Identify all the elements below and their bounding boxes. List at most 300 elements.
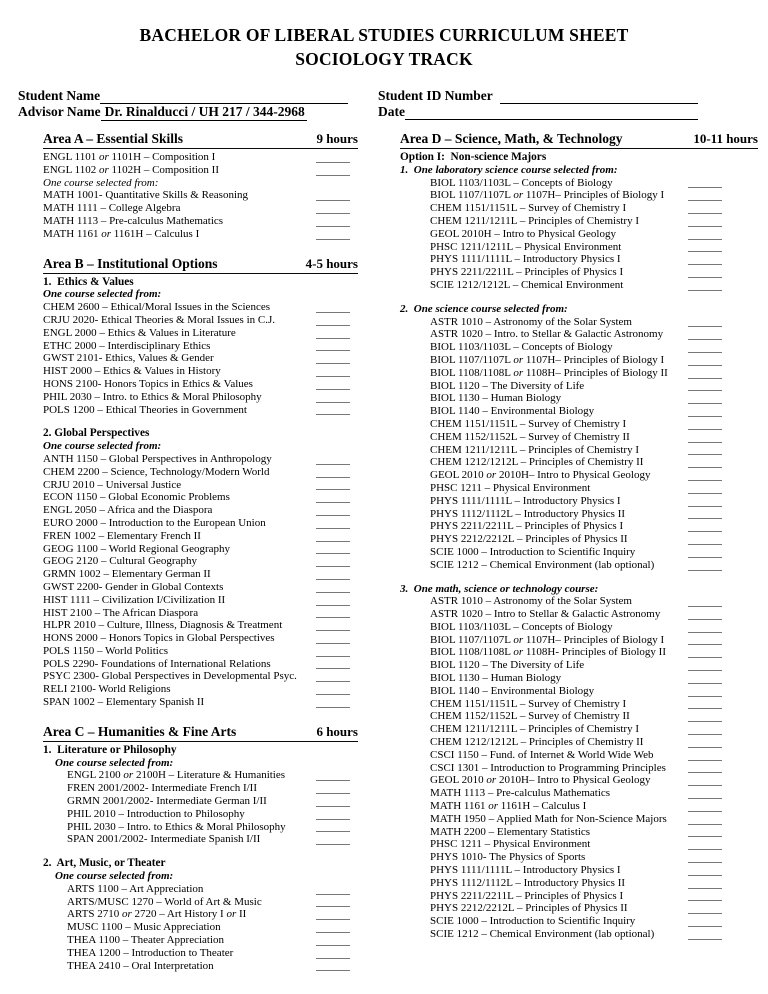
course-row [400, 405, 758, 418]
course-row [43, 301, 358, 314]
course-row [400, 316, 758, 329]
fill-in-blank [316, 556, 350, 567]
fill-in-blank [688, 890, 722, 901]
course-row [43, 696, 358, 709]
student-id-blank [500, 90, 698, 104]
fill-in-blank [316, 658, 350, 669]
course-text: HIST 2100 – The African Diaspora [43, 606, 199, 619]
course-text: MATH 1161 or 1161H – Calculus I [430, 800, 587, 813]
course-row [43, 151, 358, 164]
course-row [400, 202, 758, 215]
course-row [43, 632, 358, 645]
course-row [400, 546, 758, 559]
fill-in-blank [688, 750, 722, 761]
area-hours: 6 hours [316, 723, 358, 739]
fill-in-blank [688, 622, 722, 633]
course-row [400, 241, 758, 254]
fill-in-blank [688, 457, 722, 468]
course-text: CRJU 2020- Ethical Theories & Moral Issues in C.J. [43, 313, 275, 326]
course-text: HLPR 2010 – Culture, Illness, Diagnosis & Treatment [43, 619, 283, 632]
course-row [400, 838, 758, 851]
course-text: MATH 1950 – Applied Math for Non-Science Majors [430, 812, 667, 825]
course-row [43, 960, 358, 973]
advisor-name-row [18, 104, 348, 120]
course-row [400, 392, 758, 405]
fill-in-blank [688, 647, 722, 658]
course-row [400, 646, 758, 659]
fill-in-blank [316, 620, 350, 631]
fill-in-blank [688, 711, 722, 722]
course-text: POLS 2290- Foundations of International Relations [43, 657, 271, 670]
course-text: ENGL 1102 or 1102H – Composition II [43, 163, 220, 176]
course-text: GEOL 2010 or 2010H– Intro to Physical Geology [430, 774, 651, 787]
course-text: CHEM 1152/1152L – Survey of Chemistry II [430, 710, 630, 723]
course-row [400, 189, 758, 202]
student-name-blank [100, 90, 348, 104]
row-text: One course selected from: [43, 440, 162, 453]
course-row [400, 787, 758, 800]
fill-in-blank [688, 634, 722, 645]
fill-in-blank [316, 960, 350, 971]
fill-in-blank [688, 470, 722, 481]
area-d [400, 130, 758, 941]
course-text: BIOL 1107/1107L or 1107H– Principles of Biology I [430, 189, 665, 202]
course-text: POLS 1200 – Ethical Theories in Government [43, 403, 247, 416]
course-row [43, 479, 358, 492]
course-row [43, 782, 358, 795]
fill-in-blank [688, 547, 722, 558]
course-text: CHEM 1212/1212L – Principles of Chemistry II [430, 456, 644, 469]
course-row [43, 607, 358, 620]
course-row [43, 658, 358, 671]
fill-in-blank [688, 444, 722, 455]
course-row [400, 723, 758, 736]
course-row [400, 928, 758, 941]
fill-in-blank [316, 152, 350, 163]
fill-in-blank [688, 560, 722, 571]
section-subhead [43, 427, 358, 440]
course-text: SCIE 1000 – Introduction to Scientific Inquiry [430, 915, 636, 928]
advisor-value: Dr. Rinalducci / UH 217 / 344-2968 [101, 104, 307, 121]
course-text: ENGL 2050 – Africa and the Diaspora [43, 504, 213, 517]
fill-in-blank [316, 884, 350, 895]
course-row [400, 469, 758, 482]
course-text: PHYS 2211/2211L – Principles of Physics I [430, 520, 624, 533]
course-row [400, 328, 758, 341]
row-text: One course selected from: [55, 756, 174, 769]
course-row [43, 530, 358, 543]
selection-note [43, 288, 358, 301]
area-hours: 9 hours [316, 131, 358, 146]
fill-in-blank [688, 724, 722, 735]
course-row [400, 533, 758, 546]
fill-in-blank [688, 596, 722, 607]
course-row [400, 813, 758, 826]
course-text: CSCI 1301 – Introduction to Programming Principles [430, 761, 666, 774]
area-heading [43, 130, 358, 149]
areas-columns [0, 130, 768, 986]
advisor-name-label: Advisor Name [18, 104, 101, 119]
course-row [400, 685, 758, 698]
fill-in-blank [316, 935, 350, 946]
course-text: ECON 1150 – Global Economic Problems [43, 491, 230, 504]
course-row [43, 517, 358, 530]
fill-in-blank [688, 660, 722, 671]
course-text: ETHC 2000 – Interdisciplinary Ethics [43, 339, 211, 352]
selection-note [400, 583, 758, 596]
course-row [43, 921, 358, 934]
course-text: EURO 2000 – Introduction to the European Union [43, 516, 266, 529]
fill-in-blank [688, 229, 722, 240]
course-text: BIOL 1107/1107L or 1107H– Principles of Biology I [430, 353, 665, 366]
fill-in-blank [316, 821, 350, 832]
student-name-row [18, 88, 348, 104]
course-row [43, 164, 358, 177]
course-row [400, 672, 758, 685]
fill-in-blank [316, 896, 350, 907]
selection-note [43, 870, 358, 883]
area-c [43, 723, 358, 973]
fill-in-blank [688, 916, 722, 927]
left-column [43, 130, 358, 986]
course-row [43, 202, 358, 215]
course-row [43, 228, 358, 241]
row-text: 1. One laboratory science course selected from: [400, 163, 618, 176]
fill-in-blank [688, 432, 722, 443]
title-line2: SOCIOLOGY TRACK [295, 49, 473, 69]
row-text: One course selected from: [43, 176, 159, 189]
fill-in-blank [316, 770, 350, 781]
course-row [43, 896, 358, 909]
course-text: PHYS 1112/1112L – Introductory Physics II [430, 876, 626, 889]
course-row [400, 851, 758, 864]
course-row [400, 902, 758, 915]
course-row [400, 495, 758, 508]
fill-in-blank [316, 379, 350, 390]
fill-in-blank [688, 865, 722, 876]
area-heading-title: Area A – Essential Skills [43, 131, 184, 146]
area-hours: 4-5 hours [305, 255, 358, 271]
fill-in-blank [688, 852, 722, 863]
course-row [43, 581, 358, 594]
course-text: PSYC 2300- Global Perspectives in Developmental Psyc. [43, 670, 297, 683]
course-row [400, 418, 758, 431]
fill-in-blank [688, 826, 722, 837]
course-text: PHYS 1111/1111L – Introductory Physics I [430, 253, 621, 266]
course-row [400, 890, 758, 903]
course-text: ASTR 1020 – Intro to Stellar & Galactic Astronomy [430, 608, 661, 621]
course-row [400, 915, 758, 928]
course-text: CHEM 1151/1151L – Survey of Chemistry I [430, 697, 627, 710]
course-text: ASTR 1020 – Intro. to Stellar & Galactic Astronomy [430, 328, 664, 341]
section-subhead [43, 744, 358, 757]
section-gap [43, 416, 358, 427]
course-row [400, 698, 758, 711]
fill-in-blank [688, 609, 722, 620]
row-text: Option I: Non-science Majors [400, 151, 547, 163]
course-text: CHEM 1151/1151L – Survey of Chemistry I [430, 202, 627, 215]
course-row [400, 444, 758, 457]
fill-in-blank [316, 518, 350, 529]
date-label: Date [378, 104, 405, 119]
course-row [43, 555, 358, 568]
fill-in-blank [688, 496, 722, 507]
fill-in-blank [316, 404, 350, 415]
course-text: MATH 1113 – Pre-calculus Mathematics [430, 787, 611, 800]
section-gap [43, 846, 358, 857]
course-text: SPAN 1002 – Elementary Spanish II [43, 696, 205, 709]
course-text: CHEM 2600 – Ethical/Moral Issues in the Sciences [43, 301, 270, 314]
course-text: MATH 1111 – College Algebra [43, 202, 181, 215]
fill-in-blank [688, 254, 722, 265]
course-text: RELI 2100- World Religions [43, 683, 171, 696]
course-row [400, 774, 758, 787]
fill-in-blank [316, 229, 350, 240]
selection-note [400, 164, 758, 177]
course-row [43, 504, 358, 517]
student-name-label: Student Name [18, 88, 101, 103]
course-row [400, 749, 758, 762]
fill-in-blank [316, 582, 350, 593]
course-text: CHEM 2200 – Science, Technology/Modern World [43, 465, 270, 478]
fill-in-blank [316, 834, 350, 845]
course-row [400, 710, 758, 723]
fill-in-blank [688, 368, 722, 379]
course-row [43, 619, 358, 632]
course-row [43, 821, 358, 834]
course-row [400, 228, 758, 241]
course-row [400, 508, 758, 521]
fill-in-blank [316, 190, 350, 201]
course-row [400, 736, 758, 749]
course-text: PHYS 2212/2212L – Principles of Physics II [430, 902, 628, 915]
course-text: PHIL 2030 – Intro. to Ethics & Moral Philosophy [67, 820, 286, 833]
course-text: HIST 2000 – Ethics & Values in History [43, 365, 221, 378]
course-text: PHYS 1111/1111L – Introductory Physics I [430, 864, 621, 877]
course-row [43, 543, 358, 556]
course-row [43, 769, 358, 782]
course-row [43, 594, 358, 607]
course-text: BIOL 1120 – The Diversity of Life [430, 659, 585, 672]
course-row [43, 189, 358, 202]
course-row [43, 683, 358, 696]
course-text: BIOL 1130 – Human Biology [430, 672, 562, 685]
student-id-label: Student ID Number [378, 88, 493, 103]
fill-in-blank [688, 788, 722, 799]
fill-in-blank [688, 903, 722, 914]
fill-in-blank [316, 697, 350, 708]
row-text: One course selected from: [55, 870, 174, 883]
course-text: BIOL 1108/1108L or 1108H- Principles of Biology II [430, 646, 666, 659]
fill-in-blank [688, 483, 722, 494]
row-text: 2. One science course selected from: [400, 302, 568, 315]
course-text: HIST 1111 – Civilization I/Civilization II [43, 593, 226, 606]
course-row [43, 365, 358, 378]
course-text: CRJU 2010 – Universal Justice [43, 478, 182, 491]
fill-in-blank [688, 419, 722, 430]
fill-in-blank [688, 686, 722, 697]
fill-in-blank [316, 479, 350, 490]
fill-in-blank [316, 165, 350, 176]
section-gap [400, 572, 758, 583]
course-row [43, 340, 358, 353]
course-row [400, 520, 758, 533]
student-info-block [0, 88, 768, 120]
course-row [400, 659, 758, 672]
fill-in-blank [688, 329, 722, 340]
fill-in-blank [316, 392, 350, 403]
course-row [43, 568, 358, 581]
date-row [378, 104, 698, 120]
fill-in-blank [316, 633, 350, 644]
course-text: ASTR 1010 – Astronomy of the Solar System [430, 595, 632, 608]
course-text: THEA 2410 – Oral Interpretation [67, 959, 214, 972]
fill-in-blank [316, 492, 350, 503]
course-text: GWST 2101- Ethics, Values & Gender [43, 352, 214, 365]
course-row [43, 404, 358, 417]
row-text: 2. Art, Music, or Theater [43, 857, 166, 870]
course-row [43, 466, 358, 479]
course-text: SCIE 1212 – Chemical Environment (lab optional) [430, 928, 655, 941]
course-text: SCIE 1212/1212L – Chemical Environment [430, 278, 624, 291]
course-row [400, 354, 758, 367]
fill-in-blank [316, 531, 350, 542]
date-blank [405, 106, 698, 120]
course-row [400, 826, 758, 839]
course-row [400, 608, 758, 621]
fill-in-blank [316, 328, 350, 339]
course-text: PHSC 1211/1211L – Physical Environment [430, 240, 622, 253]
area-heading [400, 130, 758, 149]
course-text: GEOL 2010 or 2010H– Intro to Physical Geology [430, 469, 651, 482]
course-text: PHYS 2212/2212L – Principles of Physics II [430, 533, 628, 546]
area-heading-title: Area B – Institutional Options [43, 255, 218, 271]
course-row [43, 947, 358, 960]
course-row [400, 559, 758, 572]
course-text: BIOL 1120 – The Diversity of Life [430, 379, 585, 392]
student-info-right [378, 88, 698, 120]
fill-in-blank [688, 775, 722, 786]
section-subhead [43, 276, 358, 289]
right-column [400, 130, 758, 986]
course-text: SCIE 1000 – Introduction to Scientific Inquiry [430, 545, 636, 558]
fill-in-blank [316, 569, 350, 580]
fill-in-blank [316, 467, 350, 478]
course-row [43, 670, 358, 683]
course-row [43, 327, 358, 340]
course-text: ARTS/MUSC 1270 – World of Art & Music [67, 895, 262, 908]
course-row [400, 279, 758, 292]
course-text: ENGL 2000 – Ethics & Values in Literature [43, 326, 236, 339]
area-a [43, 130, 358, 241]
course-row [43, 795, 358, 808]
fill-in-blank [316, 783, 350, 794]
section-subhead [43, 857, 358, 870]
fill-in-blank [688, 393, 722, 404]
course-text: GEOG 1100 – World Regional Geography [43, 542, 230, 555]
course-row [43, 645, 358, 658]
row-text: 3. One math, science or technology course: [400, 582, 599, 595]
course-text: CHEM 1211/1211L – Principles of Chemistry I [430, 723, 639, 736]
fill-in-blank [316, 595, 350, 606]
course-row [400, 367, 758, 380]
selection-note [400, 303, 758, 316]
fill-in-blank [688, 534, 722, 545]
course-text: BIOL 1140 – Environmental Biology [430, 684, 595, 697]
course-text: BIOL 1108/1108L or 1108H– Principles of Biology II [430, 366, 668, 379]
course-text: SCIE 1212 – Chemical Environment (lab optional) [430, 558, 655, 571]
course-text: MATH 2200 – Elementary Statistics [430, 825, 591, 838]
course-text: ASTR 1010 – Astronomy of the Solar System [430, 315, 632, 328]
fill-in-blank [688, 380, 722, 391]
fill-in-blank [316, 948, 350, 959]
fill-in-blank [688, 342, 722, 353]
course-text: BIOL 1130 – Human Biology [430, 392, 562, 405]
course-row [43, 391, 358, 404]
fill-in-blank [316, 454, 350, 465]
course-row [43, 378, 358, 391]
fill-in-blank [688, 839, 722, 850]
course-row [43, 808, 358, 821]
fill-in-blank [316, 607, 350, 618]
course-row [400, 762, 758, 775]
selection-note [43, 177, 358, 190]
fill-in-blank [316, 909, 350, 920]
row-text: 1. Literature or Philosophy [43, 743, 177, 756]
selection-note [43, 440, 358, 453]
course-text: CHEM 1212/1212L – Principles of Chemistry II [430, 736, 644, 749]
course-text: GEOG 2120 – Cultural Geography [43, 555, 197, 568]
fill-in-blank [688, 508, 722, 519]
fill-in-blank [688, 737, 722, 748]
row-text: 1. Ethics & Values [43, 275, 134, 288]
course-row [400, 634, 758, 647]
course-row [43, 215, 358, 228]
fill-in-blank [688, 521, 722, 532]
course-text: CHEM 1211/1211L – Principles of Chemistry I [430, 443, 639, 456]
course-row [400, 595, 758, 608]
fill-in-blank [316, 366, 350, 377]
course-row [43, 934, 358, 947]
fill-in-blank [688, 241, 722, 252]
fill-in-blank [316, 340, 350, 351]
course-row [400, 177, 758, 190]
fill-in-blank [688, 316, 722, 327]
fill-in-blank [688, 203, 722, 214]
row-text: One course selected from: [43, 288, 162, 301]
fill-in-blank [688, 190, 722, 201]
course-text: GRMN 2001/2002- Intermediate German I/II [67, 795, 267, 808]
course-text: BIOL 1140 – Environmental Biology [430, 405, 595, 418]
course-text: PHYS 1010- The Physics of Sports [430, 851, 586, 864]
course-text: ARTS 2710 or 2720 – Art History I or II [67, 908, 247, 921]
page-title [0, 0, 768, 71]
course-row [43, 491, 358, 504]
course-row [43, 883, 358, 896]
course-text: GRMN 1002 – Elementary German II [43, 568, 211, 581]
course-text: PHIL 2010 – Introduction to Philosophy [67, 807, 245, 820]
course-text: ARTS 1100 – Art Appreciation [67, 882, 204, 895]
course-row [43, 352, 358, 365]
area-hours: 10-11 hours [693, 131, 758, 146]
fill-in-blank [688, 698, 722, 709]
course-text: GEOL 2010H – Intro to Physical Geology [430, 227, 616, 240]
course-text: PHSC 1211 – Physical Environment [430, 838, 591, 851]
course-text: THEA 1100 – Theater Appreciation [67, 934, 225, 947]
section-subhead [400, 151, 758, 164]
fill-in-blank [316, 543, 350, 554]
course-row [400, 877, 758, 890]
